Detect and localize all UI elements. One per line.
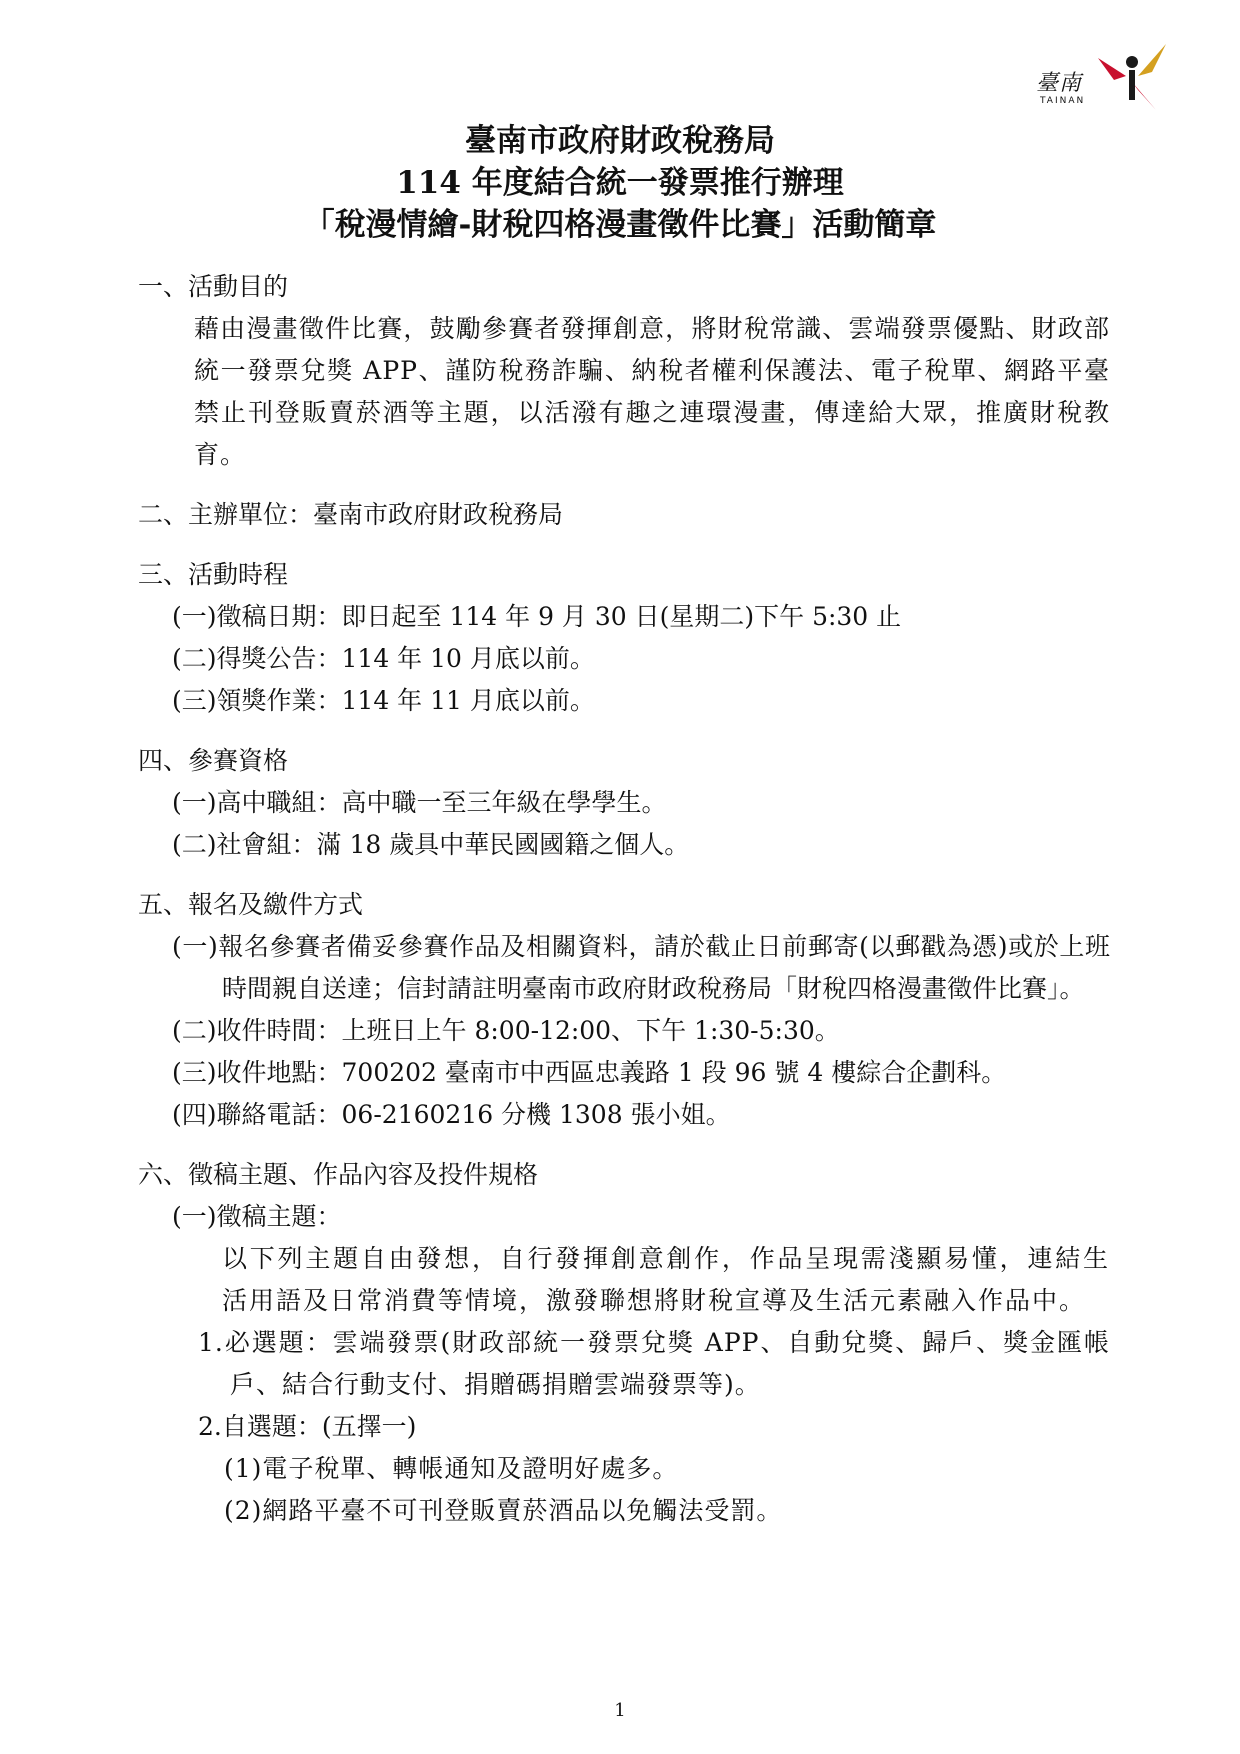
section-registration <box>138 884 1110 1136</box>
schedule-item: (二)得獎公告：114 年 10 月底以前。 <box>172 644 595 673</box>
title-line-3: 「稅漫情繪-財稅四格漫畫徵件比賽」活動簡章 <box>303 207 937 243</box>
section-title: 一、活動目的 <box>138 272 289 301</box>
section-eligibility <box>138 740 1110 866</box>
section-organizer <box>138 494 1110 536</box>
schedule-item: (三)領獎作業：114 年 11 月底以前。 <box>172 686 595 715</box>
theme-option: (1)電子稅單、轉帳通知及證明好處多。 <box>224 1454 679 1483</box>
page-number: 1 <box>614 1700 626 1721</box>
section-purpose <box>138 266 1110 476</box>
tainan-emblem-icon <box>1092 38 1172 118</box>
schedule-item: (一)徵稿日期：即日起至 114 年 9 月 30 日(星期二)下午 5:30 止 <box>172 602 902 631</box>
section-schedule <box>138 554 1110 722</box>
section-title: 三、活動時程 <box>138 560 289 589</box>
section-title: 四、參賽資格 <box>138 746 289 775</box>
theme-required-item: 1.必選題：雲端發票(財政部統一發票兌獎 APP、自動兌獎、歸戶、獎金匯帳戶、結合行動支付、捐贈碼捐贈雲端發票等)。 <box>198 1328 1110 1399</box>
logo-subtext: TAINAN <box>1040 96 1086 106</box>
theme-optional-item: 2.自選題：(五擇一) <box>198 1412 417 1441</box>
theme-subtitle: (一)徵稿主題： <box>172 1202 342 1231</box>
section-title: 五、報名及繳件方式 <box>138 890 364 919</box>
eligibility-item: (二)社會組：滿 18 歲具中華民國國籍之個人。 <box>172 830 690 859</box>
theme-description: 以下列主題自由發想，自行發揮創意創作，作品呈現需淺顯易懂，連結生活用語及日常消費等情境，激發聯想將財稅宣導及生活元素融入作品中。 <box>222 1244 1110 1315</box>
title-line-1: 臺南市政府財政稅務局 <box>465 123 775 159</box>
eligibility-item: (一)高中職組：高中職一至三年級在學學生。 <box>172 788 667 817</box>
registration-item: (二)收件時間：上班日上午 8:00-12:00、下午 1:30-5:30。 <box>172 1016 840 1045</box>
document-body <box>138 266 1110 1550</box>
registration-item: (一)報名參賽者備妥參賽作品及相關資料，請於截止日前郵寄(以郵戳為憑)或於上班時間親自送達；信封請註明臺南市政府財政稅務局「財稅四格漫畫徵件比賽」。 <box>172 932 1110 1003</box>
logo-text: 臺南 <box>1036 71 1083 96</box>
theme-option: (2)網路平臺不可刊登販賣菸酒品以免觸法受罰。 <box>224 1496 783 1525</box>
title-line-2: 114 年度結合統一發票推行辦理 <box>396 165 844 201</box>
section-theme <box>138 1154 1110 1532</box>
section-title: 六、徵稿主題、作品內容及投件規格 <box>138 1160 539 1189</box>
section-title: 二、主辦單位：臺南市政府財政稅務局 <box>138 500 564 529</box>
tainan-logo <box>1030 38 1200 118</box>
registration-item: (三)收件地點：700202 臺南市中西區忠義路 1 段 96 號 4 樓綜合企劃科。 <box>172 1058 1007 1087</box>
registration-item: (四)聯絡電話：06-2160216 分機 1308 張小姐。 <box>172 1100 731 1129</box>
section-body: 藉由漫畫徵件比賽，鼓勵參賽者發揮創意，將財稅常識、雲端發票優點、財政部統一發票兌獎 APP、謹防稅務詐騙、納稅者權利保護法、電子稅單、網路平臺禁止刊登販賣菸酒等主題，以活潑有趣之連環漫畫，傳達給大眾，推廣財稅教育。 <box>194 314 1110 469</box>
